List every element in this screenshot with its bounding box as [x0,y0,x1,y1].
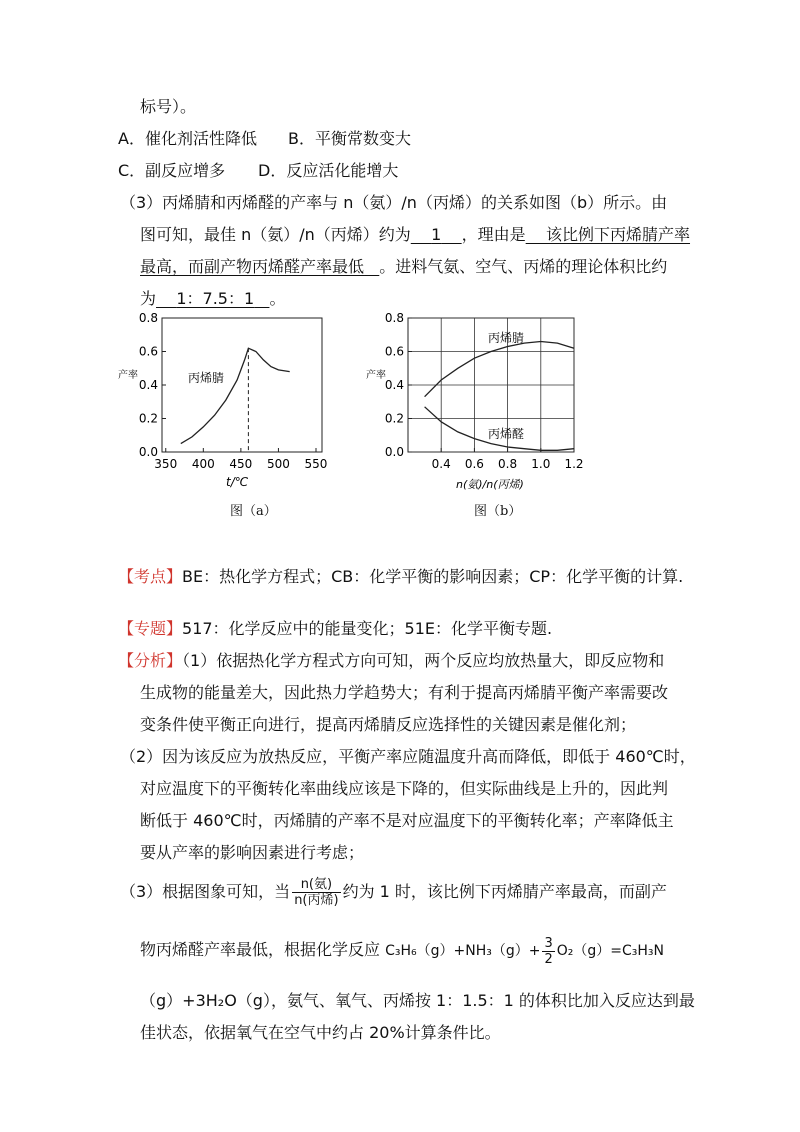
question-3-line2 [140,224,690,246]
question-3-line3 [140,256,667,278]
fenxi-text: （1）依据热化学方程式方向可知，两个反应均放热量大，即反应物和 [182,651,665,670]
chart-b [360,310,600,495]
fenxi-p1-l2: 生成物的能量差大，因此热力学趋势大；有利于提高丙烯腈平衡产率需要改 [140,683,669,702]
y-tick-label: 0.2 [138,411,158,426]
fenxi-p2-l4: 要从产率的影响因素进行考虑； [140,843,365,862]
question-3-line1: （3）丙烯腈和丙烯醛的产率与 n（氨）/n（丙烯）的关系如图（b）所示。由 [120,193,668,212]
answer-reason-b: 最高，而副产物丙烯醛产率最低 [140,257,365,276]
answer-volume-ratio: 1：7.5：1 [176,289,255,308]
kaodian-text: BE：热化学方程式；CB：化学平衡的影响因素；CP：化学平衡的计算. [182,567,684,586]
fenxi-p3-l2 [140,932,664,969]
series-line-丙烯腈 [181,348,290,443]
y-tick-label: 0.6 [138,344,158,359]
option-c: C．副反应增多 [118,161,226,180]
x-tick-label: 400 [191,457,215,471]
answer-ratio: 1 [431,225,442,244]
fenxi-p2-l2: 对应温度下的平衡转化率曲线应该是下降的，但实际曲线是上升的，因此判 [140,779,669,798]
x-tick-label: 0.6 [464,457,484,471]
q3-text: 。 [269,289,286,308]
option-d: D．反应活化能增大 [258,161,399,180]
chart-a-caption: 图（a） [230,504,277,519]
q3-text: 为 [140,289,157,308]
fenxi-text: （3）根据图象可知，当 [120,882,291,901]
fenxi-text: 物丙烯醛产率最低，根据化学反应 [140,940,381,959]
series-line-丙烯腈 [425,342,574,397]
ratio-fraction: $\frac{\text{n(氨)}}{\text{n(丙烯)}}$ [294,877,339,908]
fenxi-line1 [118,650,664,672]
x-axis-label: t/℃ [226,475,249,489]
y-axis-label: 产率 [366,370,386,381]
chart-a [110,310,340,495]
y-tick-label: 0.6 [384,344,404,359]
y-tick-label: 0.0 [138,445,158,459]
curve-label-acrolein: 丙烯醛 [488,427,525,441]
zhuanti-text: 517：化学反应中的能量变化；51E：化学平衡专题. [182,619,553,638]
x-tick-label: 550 [304,457,328,471]
x-tick-label: 1.2 [564,457,584,471]
y-tick-label: 0.0 [384,445,404,459]
option-b: B．平衡常数变大 [288,129,411,148]
y-tick-label: 0.8 [138,311,158,325]
x-tick-label: 1.0 [531,457,551,471]
question-3-line4 [140,288,285,310]
curve-label-acrylonitrile: 丙烯腈 [488,331,525,345]
fenxi-p2-l1: （2）因为该反应为放热反应，平衡产率应随温度升高而降低，即低于 460℃时， [120,747,696,766]
y-tick-label: 0.4 [138,378,158,392]
fenxi-p3-l4: 佳状态，依据氧气在空气中约占 20%计算条件比。 [140,1023,501,1042]
x-axis-label: n(氨)/n(丙烯) [456,478,524,491]
fenxi-p1-l3: 变条件使平衡正向进行，提高丙烯腈反应选择性的关键因素是催化剂； [140,715,637,734]
zhuanti-line [118,618,552,640]
x-tick-label: 500 [266,457,290,471]
kaodian-line [118,566,683,588]
curve-label: 丙烯腈 [188,371,225,385]
y-axis-label: 产率 [118,370,138,381]
answer-reason-a: 该比例下丙烯腈产率 [546,225,691,244]
fenxi-text: 约为 1 时，该比例下丙烯腈产率最高，而副产 [342,882,667,901]
chem-equation: C₃H₆（g）+NH₃（g）+ $\frac{3}{2}$ O₂（g）=C₃H₃N [385,935,665,967]
x-tick-label: 0.8 [498,457,518,471]
q3-text: 。进料气氨、空气、丙烯的理论体积比约 [379,257,668,276]
fenxi-p2-l3: 断低于 460℃时，丙烯腈的产率不是对应温度下的平衡转化率；产率降低主 [140,811,674,830]
q3-text: 图可知，最佳 n（氨）/n（丙烯）约为 [140,225,411,244]
fenxi-p3-l1 [120,874,667,910]
y-tick-label: 0.2 [384,411,404,426]
zhuanti-tag: 【专题】 [118,619,183,638]
x-tick-label: 450 [229,457,253,471]
chart-b-caption: 图（b） [474,504,522,519]
x-tick-label: 0.4 [431,457,451,471]
y-tick-label: 0.4 [384,378,404,392]
y-tick-label: 0.8 [384,311,404,325]
fenxi-p3-l3: （g）+3H₂O（g），氨气、氧气、丙烯按 1：1.5：1 的体积比加入反应达到最 [140,991,695,1010]
option-a: A．催化剂活性降低 [118,129,257,148]
kaodian-tag: 【考点】 [118,567,183,586]
q3-text: ，理由是 [461,225,526,244]
plot-frame [162,318,322,452]
line-tail: 标号）。 [140,97,197,116]
x-tick-label: 350 [154,457,178,471]
fenxi-tag: 【分析】 [118,651,183,670]
